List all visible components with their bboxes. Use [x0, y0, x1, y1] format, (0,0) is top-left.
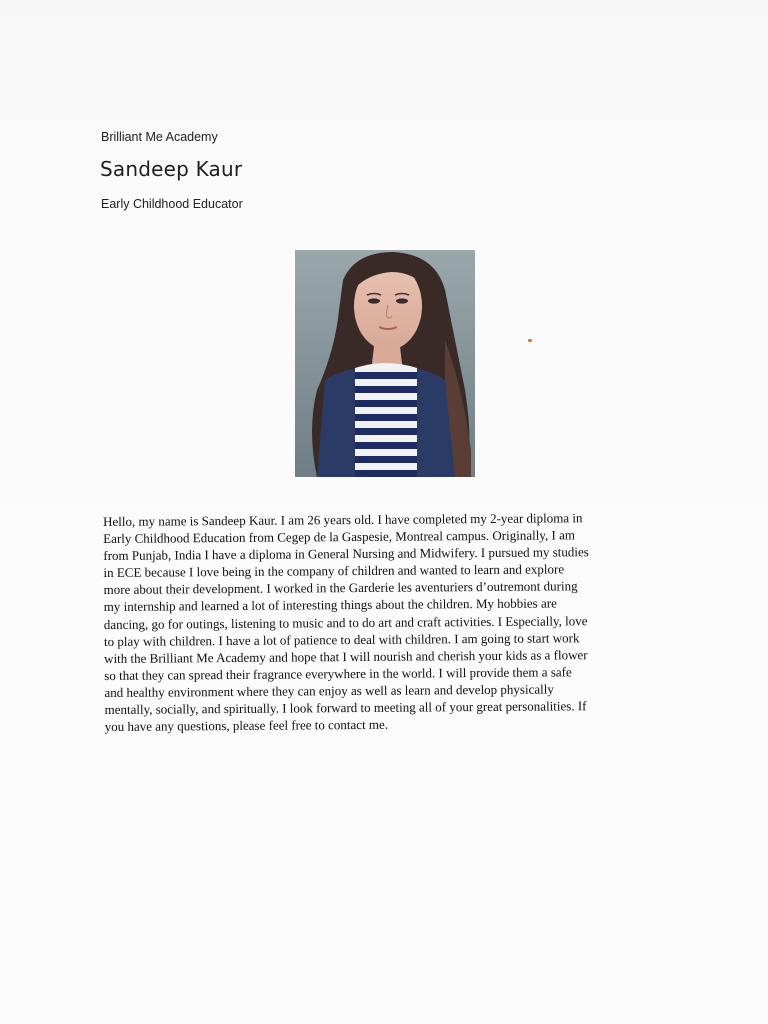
bio-line: mentally, socially, and spiritually. I look forward to meeting all of your great personalities. If	[104, 698, 587, 718]
person-name: Sandeep Kaur	[100, 157, 243, 181]
bio-line: so that they can spread their fragrance everywhere in the world. I will provide them a safe	[104, 664, 572, 683]
bio-paragraph	[103, 509, 670, 736]
bio-line: more about their development. I worked in the Garderie les aventuriers d’outremont during	[103, 578, 578, 598]
bio-line: my internship and learned a lot of interesting things about the children. My hobbies are	[103, 595, 557, 615]
bio-line: you have any questions, please feel free to contact me.	[104, 716, 389, 735]
bio-line: dancing, go for outings, listening to music and to do art and craft activities. I Especially, love	[103, 612, 588, 632]
bio-line: with the Brilliant Me Academy and hope that I will nourish and cherish your kids as a flower	[104, 646, 588, 666]
bio-line: in ECE because I love being in the company of children and wanted to learn and explore	[103, 561, 565, 581]
bio-line: from Punjab, India I have a diploma in General Nursing and Midwifery. I pursued my studies	[103, 544, 589, 564]
bio-line: and healthy environment where they can enjoy as well as learn and develop physically	[104, 681, 554, 700]
organization-name: Brilliant Me Academy	[101, 130, 218, 144]
portrait-photo	[295, 250, 475, 477]
job-title: Early Childhood Educator	[101, 197, 243, 211]
bio-line: Hello, my name is Sandeep Kaur. I am 26 years old. I have completed my 2-year diploma in	[103, 510, 583, 529]
bio-line: Early Childhood Education from Cegep de la Gaspesie, Montreal campus. Originally, I am	[103, 527, 575, 547]
bio-line: to play with children. I have a lot of patience to deal with children. I am going to start work	[103, 629, 580, 649]
paper-speck	[528, 339, 532, 342]
